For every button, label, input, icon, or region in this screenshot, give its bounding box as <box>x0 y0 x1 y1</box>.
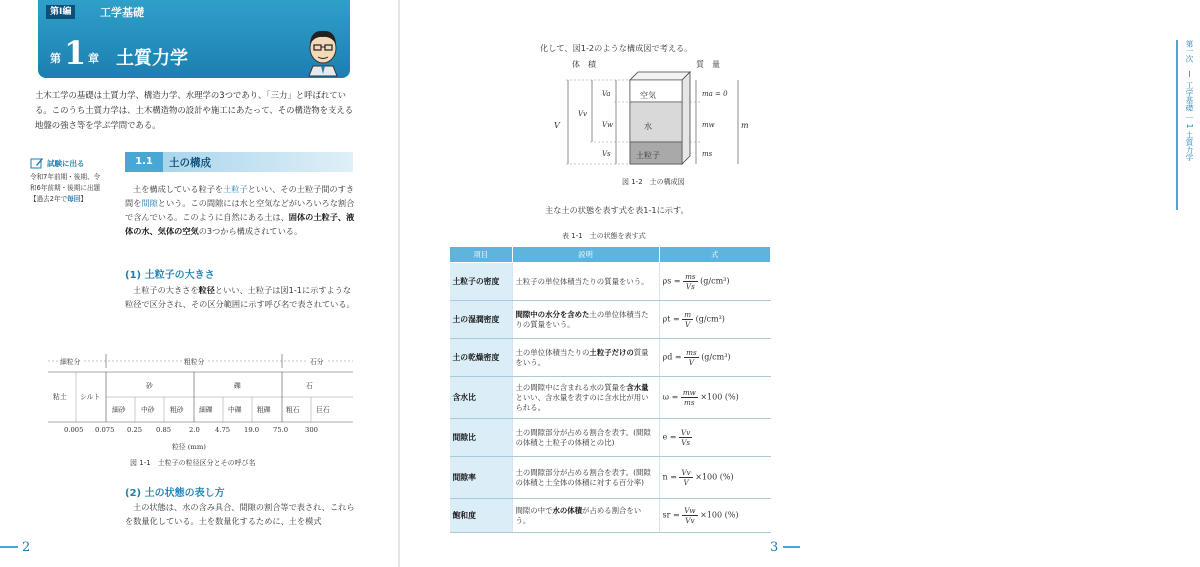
subheading-soil-state: (2) 土の状態の表し方 <box>125 488 225 499</box>
label-V: V <box>554 121 560 130</box>
row-name: 間隙率 <box>450 457 513 499</box>
row-formula: ρt = $\frac{m}{V}$ (g/cm³) <box>659 301 771 339</box>
page-number-right: 3 <box>770 540 779 555</box>
row-name: 土粒子の密度 <box>450 263 513 301</box>
mass-title: 質 量 <box>696 60 720 69</box>
row-formula: ω = $\frac{mw}{ms}$ ×100 (%) <box>659 377 771 419</box>
paragraph-soil-state: 土の状態は、水の含み具合、間隙の割合等で表され、これらを数量化している。土を数量化するために、土を模式 <box>125 502 355 526</box>
grain-top-fine: 細粒分 <box>60 358 81 366</box>
grain-tick: 2.0 <box>189 426 200 434</box>
row-formula: e = $\frac{Vv}{Vs}$ <box>659 419 771 457</box>
section-header <box>125 152 353 172</box>
label-Vs: Vs <box>602 150 611 158</box>
label-mw: mw <box>702 121 715 129</box>
grain-axis-label: 粒径 (mm) <box>172 443 206 451</box>
col-header-formula: 式 <box>659 247 771 263</box>
layer-water: 水 <box>644 122 652 131</box>
grain-tick: 19.0 <box>244 426 260 434</box>
mascot-face-icon <box>303 26 343 76</box>
section-title: 土の構成 <box>169 157 211 169</box>
volume-title: 体 積 <box>572 60 596 69</box>
paragraph-grain-size: 土粒子の大きさを粒径といい、土粒子は図1-1に示すような粒径で区分され、その区分範囲に示す呼び名で表されている。 <box>125 285 355 309</box>
row-formula: ρs = $\frac{ms}{Vs}$ (g/cm³) <box>659 263 771 301</box>
layer-air: 空気 <box>640 91 656 100</box>
table-1-1-caption: 表 1-1 土の状態を表す式 <box>562 232 646 240</box>
table-intro-text: 主な土の状態を表す式を表1-1に示す。 <box>545 205 689 215</box>
chapter-suffix: 章 <box>88 52 99 65</box>
section-number: 1.1 <box>125 152 163 172</box>
row-name: 飽和度 <box>450 499 513 533</box>
label-ma: ma = 0 <box>702 90 728 98</box>
label-ms: ms <box>702 150 713 158</box>
row-formula: sr = $\frac{Vw}{Vv}$ ×100 (%) <box>659 499 771 533</box>
row-desc: 間隙の中で水の体積が占める割合をいう。 <box>512 499 659 533</box>
row-formula: ρd = $\frac{ms}{V}$ (g/cm³) <box>659 339 771 377</box>
grain-sub-coarse-sand: 粗砂 <box>170 406 184 414</box>
row-name: 土の湿潤密度 <box>450 301 513 339</box>
grain-silt: シルト <box>80 393 101 401</box>
label-Va: Va <box>602 90 611 98</box>
exam-badge-label: 試験に出る <box>47 158 85 168</box>
exam-badge <box>30 157 106 169</box>
side-tab <box>1176 40 1200 210</box>
grain-stone: 石 <box>306 382 313 390</box>
part-badge: 第Ⅰ編 <box>46 5 75 19</box>
grain-tick: 0.25 <box>127 426 143 434</box>
grain-sand: 砂 <box>146 382 153 390</box>
soil-state-table <box>449 246 771 533</box>
table-row <box>450 339 771 377</box>
intro-paragraph: 土木工学の基礎は土質力学、構造力学、水理学の3つであり、「三力」と呼ばれている。このうち土質力学は、土木構造物の設計や施工にあたって、その構造物を支える地盤の強さ等を学ぶ学問である。 <box>35 90 354 130</box>
grain-sub-boulder: 巨石 <box>316 406 330 414</box>
exam-frequency: 【過去2年で毎回】 <box>30 195 87 203</box>
layer-solids: 土粒子 <box>636 151 660 160</box>
exam-note <box>30 157 106 205</box>
row-desc: 土の間隙部分が占める割合を表す。(間隙の体積と土全体の体積に対する百分率) <box>512 457 659 499</box>
table-row <box>450 301 771 339</box>
grain-top-coarse: 粗粒分 <box>184 358 205 366</box>
table-row <box>450 457 771 499</box>
grain-top-stone: 石分 <box>310 358 324 366</box>
row-formula: n = $\frac{Vv}{V}$ ×100 (%) <box>659 457 771 499</box>
row-name: 土の乾燥密度 <box>450 339 513 377</box>
chapter-title: 土質力学 <box>116 48 188 69</box>
figure-1-1-caption: 図 1-1 土粒子の粒径区分とその呼び名 <box>130 459 256 467</box>
grain-sub-coarse-gravel: 粗礫 <box>257 406 271 414</box>
page-number-rule <box>783 546 800 548</box>
chapter-prefix: 第 <box>50 52 61 65</box>
pencil-icon <box>30 157 44 169</box>
grain-tick: 75.0 <box>273 426 289 434</box>
row-name: 間隙比 <box>450 419 513 457</box>
grain-gravel: 礫 <box>234 382 241 390</box>
col-header-desc: 説明 <box>512 247 659 263</box>
label-Vw: Vw <box>602 121 614 129</box>
table-row <box>450 419 771 457</box>
part-header <box>38 0 350 20</box>
figure-1-2-caption: 図 1-2 土の構成図 <box>622 178 685 186</box>
grain-sub-fine-gravel: 細礫 <box>199 406 213 414</box>
grain-sub-fine-sand: 細砂 <box>112 406 126 414</box>
table-row <box>450 499 771 533</box>
grain-sub-medium-gravel: 中礫 <box>228 406 242 414</box>
lead-text: 化して、図1-2のような構成図で考える。 <box>540 43 693 53</box>
table-row <box>450 377 771 419</box>
grain-tick: 0.005 <box>64 426 84 434</box>
exam-years: 令和7年前期・後期、令和6年前期・後期に出題 <box>30 173 101 192</box>
table-row <box>450 263 771 301</box>
paragraph-composition: 土を構成している粒子を土粒子といい、その土粒子間のすき間を間隙という。この間隙には水と空気などがいろいろな割合で含んでいる。このように自然にある土は、固体の土粒子、液体の水、気体の空気の3つから構成されている。 <box>125 184 355 236</box>
page-number-left: 2 <box>22 540 31 555</box>
row-desc: 土粒子の単位体積当たりの質量をいう。 <box>512 263 659 301</box>
grain-tick: 0.85 <box>156 426 172 434</box>
grain-tick: 300 <box>305 426 318 434</box>
chapter-header <box>38 0 350 78</box>
side-tab-label: 第一次 Ⅰ 工学基礎 ｜ 1 土質力学 <box>1185 40 1194 161</box>
row-desc: 土の単位体積当たりの土粒子だけの質量をいう。 <box>512 339 659 377</box>
chapter-number: 1 <box>64 34 87 72</box>
subheading-grain-size: (1) 土粒子の大きさ <box>125 270 215 281</box>
left-page <box>0 0 400 567</box>
part-title: 工学基礎 <box>100 6 144 19</box>
grain-sub-medium-sand: 中砂 <box>141 406 155 414</box>
page-number-rule <box>0 546 18 548</box>
col-header-item: 項目 <box>450 247 513 263</box>
label-m: m <box>741 121 749 130</box>
grain-sub-cobble: 粗石 <box>286 406 300 414</box>
row-name: 含水比 <box>450 377 513 419</box>
label-Vv: Vv <box>578 110 588 118</box>
grain-tick: 4.75 <box>215 426 231 434</box>
row-desc: 土の間隙部分が占める割合を表す。(間隙の体積と土粒子の体積との比) <box>512 419 659 457</box>
grain-tick: 0.075 <box>95 426 115 434</box>
row-desc: 土の間隙中に含まれる水の質量を含水量といい、含水量を表すのに含水比が用いられる。 <box>512 377 659 419</box>
row-desc: 間隙中の水分を含めた土の単位体積当たりの質量をいう。 <box>512 301 659 339</box>
grain-clay: 粘土 <box>53 393 67 401</box>
table-header-row <box>450 247 771 263</box>
